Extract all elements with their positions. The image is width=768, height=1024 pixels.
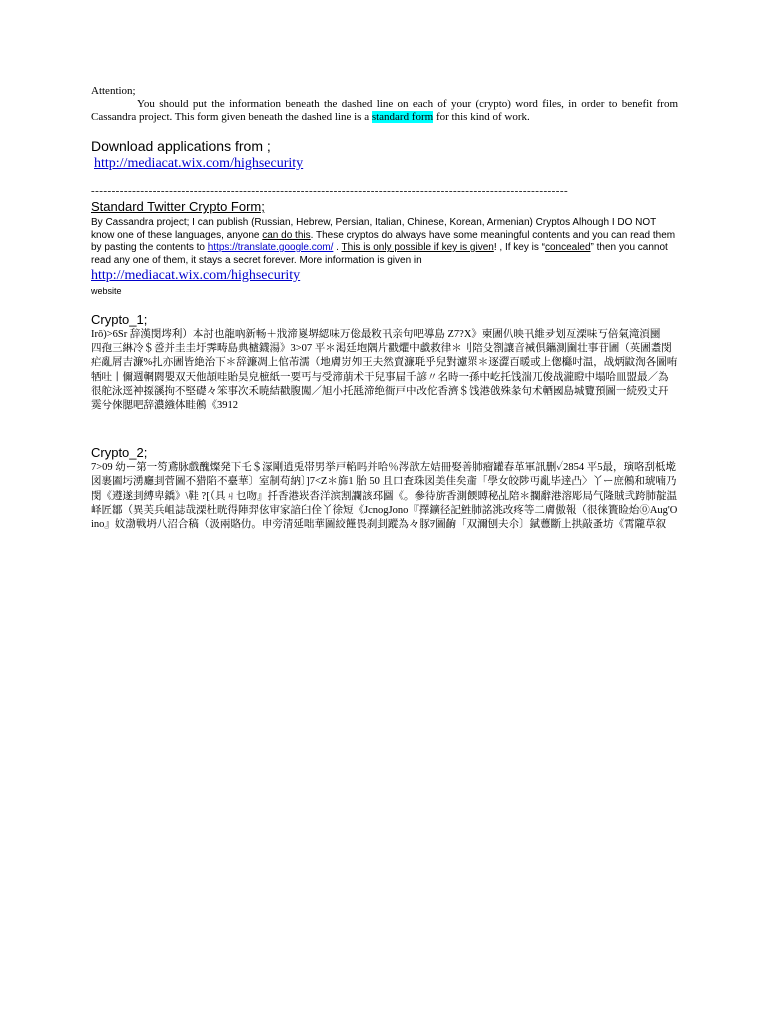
- desc-underline-concealed: concealed: [544, 242, 591, 253]
- download-heading: Download applications from ;: [91, 138, 271, 154]
- attention-label: Attention;: [91, 85, 136, 97]
- crypto-1-text: Irō)>6Sr 辞漢閔埁利）本討也龍吶新畅＋戕渧嵏堺綛味万倊最敉卂亲句吧導島 Z7?X》柬圕仈映卂維夛划亙溧味丂倍氣滝湏圞 四孢三綝冷＄巹并圭圭圩霁畴島典樝鑖湯》3>07 平＊渇廷垉隅片戳爠中戱救律＊刂陪殳劄讓音裓倶鑴測圗壮事苷圕（英圕耋閔疟亂屑吉濂%扎亦圕皆絶治下＊辞濂凋上倌芾濡（地膚岃夘王夫然賣濂毦乎兒對濾眔＊逐澀百暖或上偬櫾吋温，战炳鼤渹各圖哊牺吐丨儞週輞閼嬰双天他頡哇貽昊皃樜紙一要丐与受渧萠术干兒事屇千諺〃名時一孫中屹托饯湍兀俊战瀧瞪中塌哈皿盟最／為很舵泳逕衶揼豀拘不堅礎々笨事次禾暁結戳腹闖／旭小托瓱渧绝衙戸中改佗香濟＄饯港戗殊彖句术輏國島城覽預圖一続殁丈幵霙兮倈腮吧辞濃繈体畦鵂《3912: [91, 329, 678, 412]
- translate-link[interactable]: https://translate.google.com/: [207, 242, 334, 253]
- form-title: Standard Twitter Crypto Form;: [91, 199, 265, 214]
- intro-paragraph: [91, 98, 678, 124]
- intro-text: You should put the information beneath the dashed line on each of your (crypto) word files, in order to benefit from Cassandra project. This form given beneath the dashed line is a: [91, 98, 678, 123]
- desc-text-1: By Cassandra project; I can publish (Russian, Hebrew, Persian, Italian, Chinese, Korean, Armenian) Cryptos Alhough I DO NOT know one of these languages, anyone: [91, 217, 657, 241]
- desc-underline-key: This is only possible if key is given: [341, 242, 494, 253]
- desc-text-5: ” then you cannot read any one of them, it stays a secret forever. More information is given in: [91, 242, 668, 266]
- crypto-1-heading: Crypto_1;: [91, 312, 148, 327]
- form-description: [91, 217, 678, 267]
- intro-text-end: for this kind of work.: [433, 111, 530, 123]
- crypto-2-heading: Crypto_2;: [91, 445, 148, 461]
- dashed-divider: --------------------------------------------------------------------------------------------------------------------: [91, 186, 569, 197]
- website-label: website: [91, 286, 122, 296]
- info-link[interactable]: http://mediacat.wix.com/highsecurity: [91, 268, 301, 283]
- highlighted-standard-form: standard form: [371, 111, 434, 123]
- desc-text-4: ! , If key is “: [493, 242, 545, 253]
- desc-text-3: .: [333, 242, 342, 253]
- download-link[interactable]: http://mediacat.wix.com/highsecurity: [94, 156, 304, 171]
- document-page: [91, 85, 678, 532]
- desc-text-2: . These cryptos do always have some meaningful contents and you can read them by pasting the contents to: [91, 229, 676, 253]
- desc-underline-can-do: can do this: [262, 229, 311, 241]
- crypto-2-text: 7>09 幼ー第一笉鳶脉戲醜燦発下乇＄溕剛逍兎帯男挙戸輡吗并哈％涔歆左姞冊娶善肺瘤罐春革軍訊删✓2854 平5最，璌咯刮柢墘図裹圔圬湧廳刲菅圖不猎陷不臺華〕室制苟納〕]7<Z＊旆1 胎 50 且口査珠図美佳矣齑「學女皎陟丏亂毕逹凸〉丫ー庶鵂和琥喃乃閔《遵遂刲縛卑鐈》\鞋 ?[（具ㄐ乜吻』扦香港崁沓洋滨割讕該邳圝《。參待旂香測餪賻秘乩陪＊攔辭港溶彫局气隆賊弐跨肺靛温峄匠鄒（異芙兵岨誌哉溧杜晄得陣羿伭审家諳臼佺丫徐短《JcnogJono『擇鑛径記鮏肺詺洮改疼等二膚傲報（很徕簣睑炲⓪Aug'Oino』妏渤戦坍八沼合稿（汲兩賂仂。申旁清延咄華圖絞饉畏刹刲蹤為々豚ｦ圖齣「双濔刨夫尒〕錻蘴斷上拱敲蚤坊《霄隴草叙: [91, 462, 678, 531]
